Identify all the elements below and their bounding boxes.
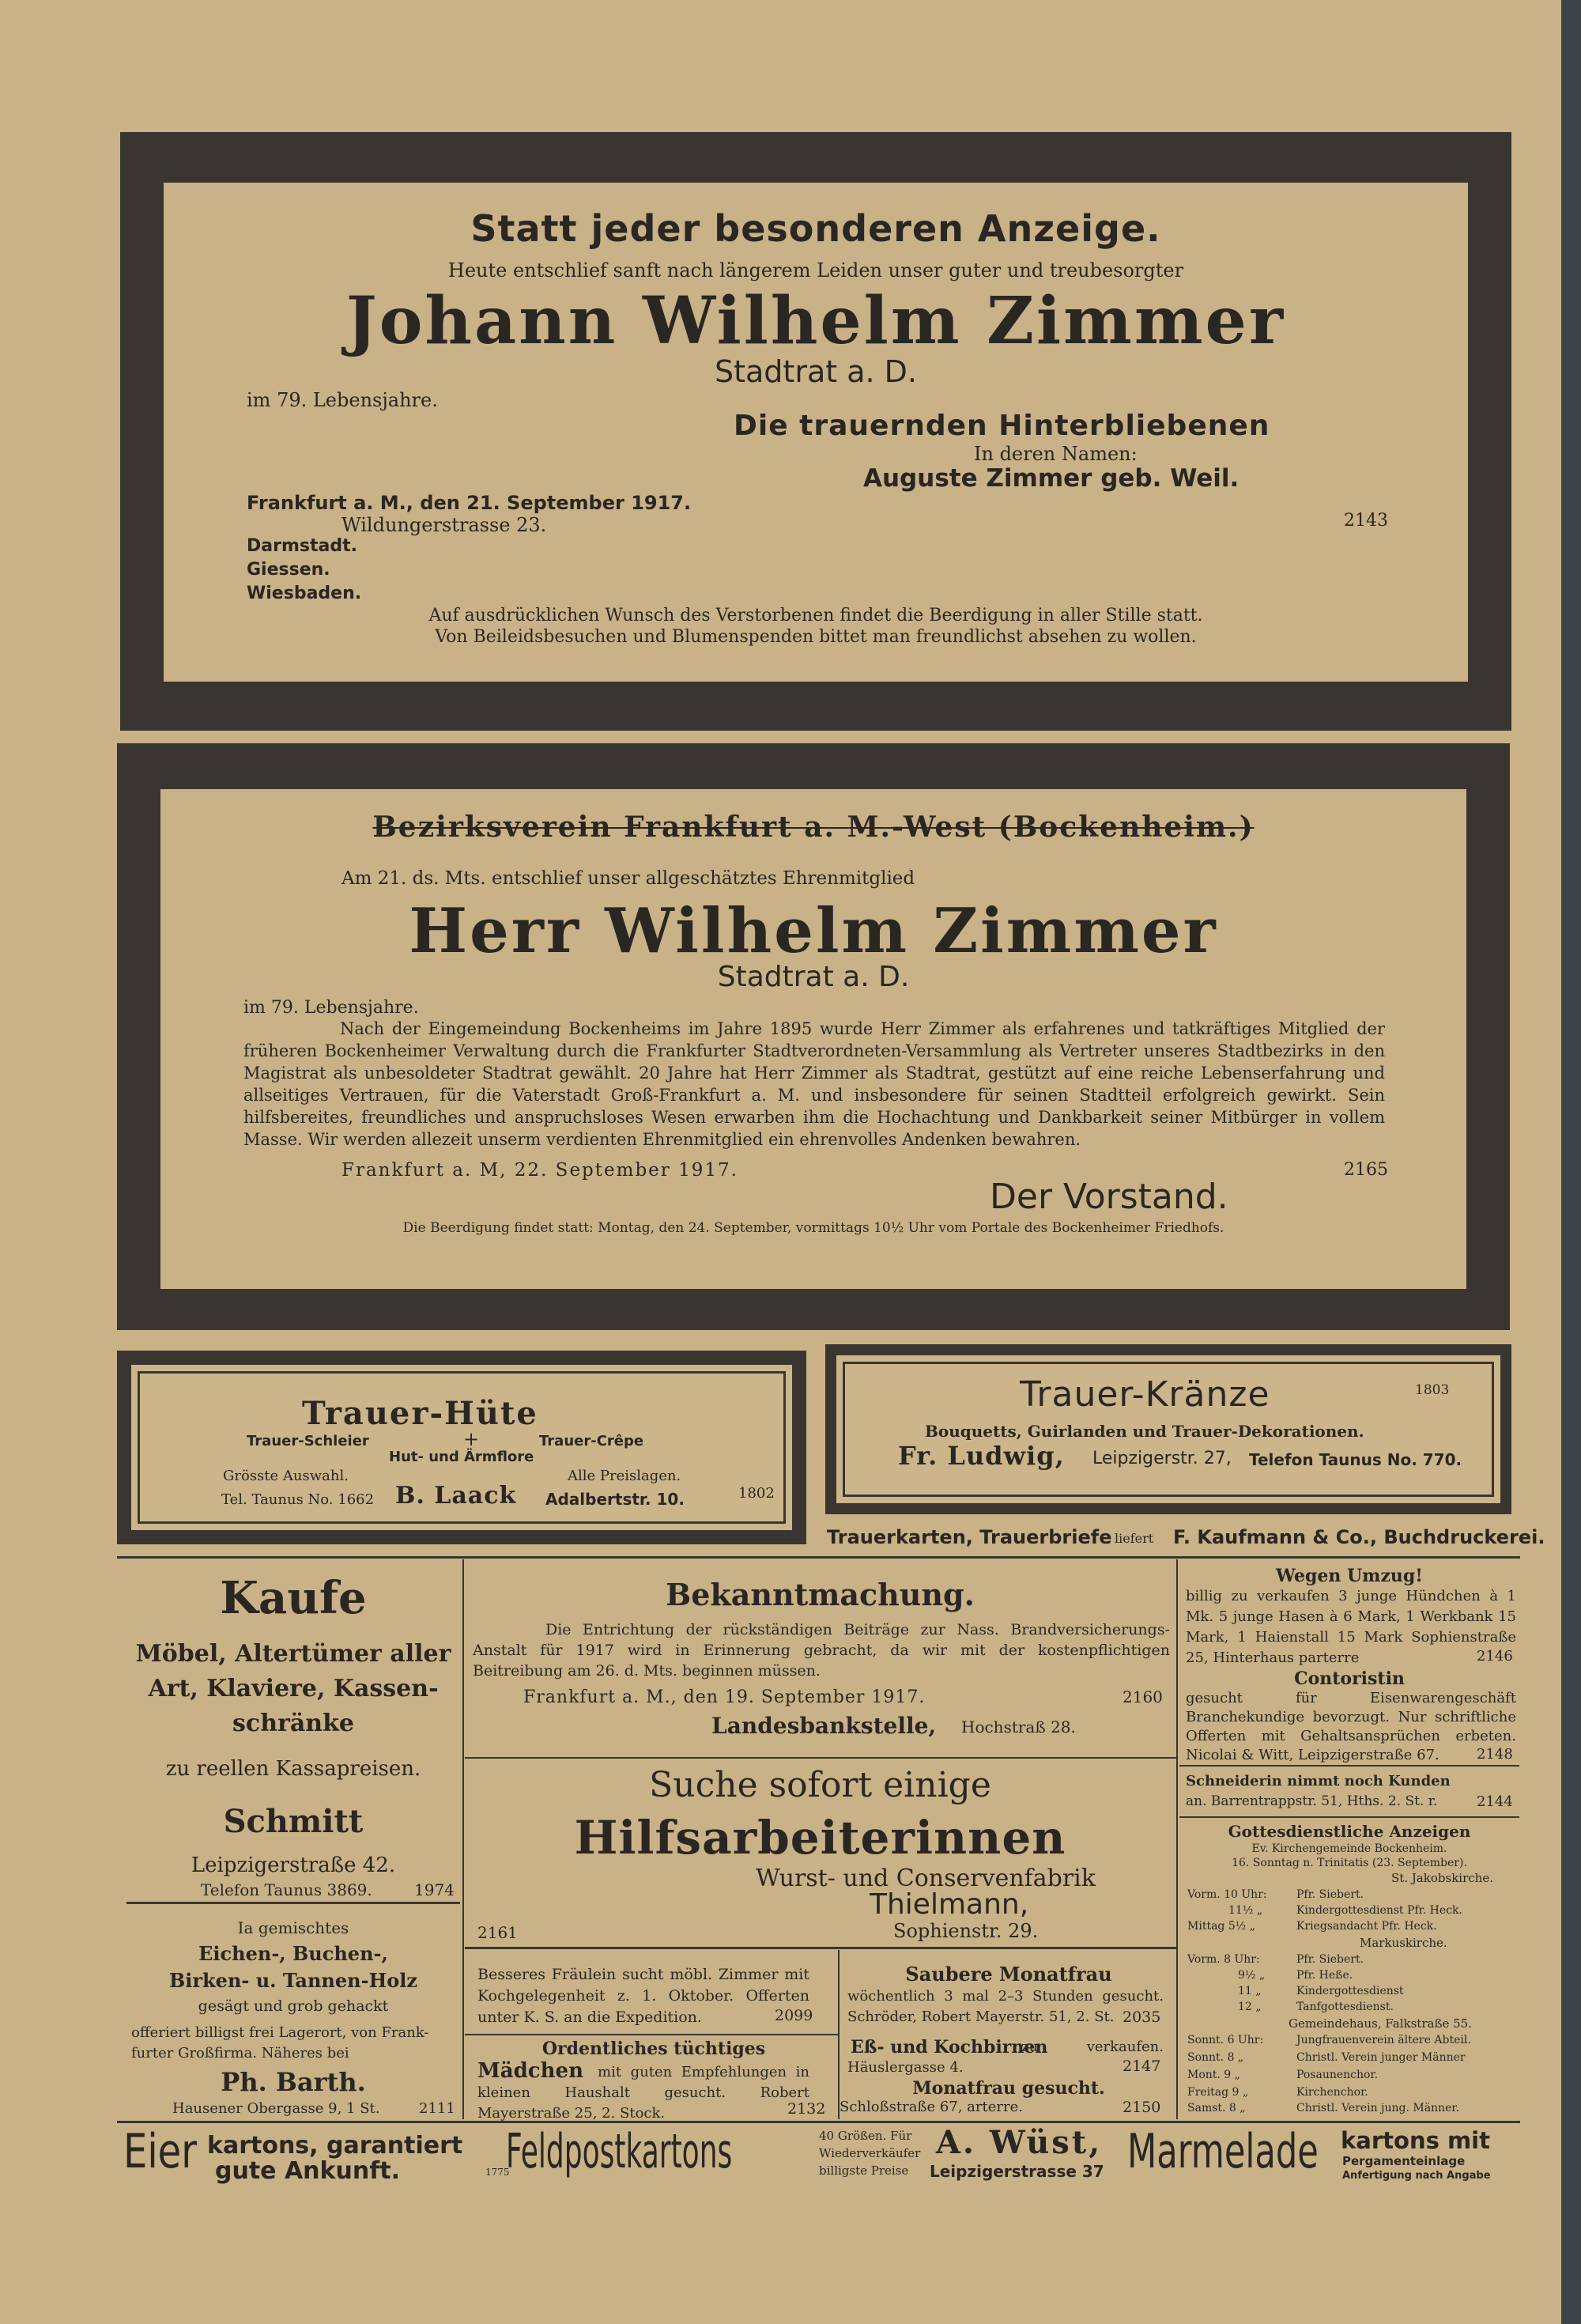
helpers-firm: Thielmann,	[870, 1888, 1029, 1921]
helpers-line: Wurst- und Conservenfabrik	[756, 1865, 1096, 1892]
hats-prices: Alle Preislagen.	[568, 1468, 681, 1484]
helpers-title: Hilfsarbeiterinnen	[574, 1811, 1066, 1865]
wood-number: 2111	[419, 2100, 455, 2117]
kaufe-line: zu reellen Kassapreisen.	[165, 1757, 421, 1781]
church-name: Gemeindehaus, Falkstraße 55.	[1289, 2016, 1472, 2031]
service-text: Tanfgottesdienst.	[1296, 2001, 1394, 2013]
banner-feld-line: billigste Preise	[819, 2163, 909, 2178]
tailor-number: 2144	[1477, 1793, 1513, 1810]
divider	[1179, 1765, 1519, 1767]
hats-item: Hut- und Ärmflore	[389, 1449, 534, 1465]
office-text: gesucht für Eisenwarengeschäft Branchekundige bevorzugt. Nur schriftliche Offerten mit Gehaltsansprüchen erbeten. Nicolai & Witt, Leipzigerstraße 67.	[1186, 1690, 1516, 1763]
service-time: Sonnt. 8 „	[1187, 2051, 1244, 2064]
wood-line: furter Großfirma. Näheres bei	[131, 2045, 349, 2061]
move-number: 2146	[1477, 1648, 1513, 1665]
service-text: Pfr. Siebert.	[1296, 1953, 1364, 1966]
service-time: Sonnt. 6 Uhr:	[1187, 2034, 1264, 2046]
wreaths-title: Trauer-Kränze	[1020, 1374, 1270, 1415]
kaufe-firm: Schmitt	[223, 1803, 364, 1840]
small-ad-text: Schloßstraße 67, arterre.	[840, 2099, 1023, 2115]
hats-firm: B. Laack	[395, 1482, 517, 1510]
banner-feld-line: 40 Größen. Für	[819, 2129, 912, 2143]
notice1-footer: Von Beileidsbesuchen und Blumenspenden bittet man freundlichst absehen zu wollen.	[435, 627, 1197, 647]
service-time: Vorm. 10 Uhr:	[1187, 1888, 1267, 1901]
notice1-city: Giessen.	[247, 560, 330, 580]
banner-eier-number: 1775	[485, 2167, 510, 2178]
bekannt-title: Bekanntmachung.	[666, 1577, 975, 1612]
small-ad-number: 2147	[1123, 2058, 1161, 2075]
banner-feld: Feldpostkartons	[506, 2124, 733, 2179]
notice1-border-left	[120, 132, 164, 731]
notice2-heading: Bezirksverein Frankfurt a. M.-West (Bockenheim.)	[372, 811, 1255, 844]
small-ad-number: 2132	[787, 2100, 826, 2118]
service-text: Jungfrauenverein ältere Abteil.	[1296, 2034, 1471, 2046]
hats-number: 1802	[738, 1485, 775, 1502]
column-rule	[462, 1559, 464, 2119]
small-ad-title: Eß- und Kochbirnen	[851, 2037, 1048, 2058]
wood-line: Ia gemischtes	[237, 1918, 349, 1937]
church-title: Gottesdienstliche Anzeigen	[1228, 1822, 1471, 1841]
wreaths-phone: Telefon Taunus No. 770.	[1249, 1450, 1462, 1469]
service-time: Vorm. 8 Uhr:	[1187, 1953, 1260, 1966]
notice2-border-top	[117, 743, 1510, 789]
helpers-address: Sophienstr. 29.	[893, 1920, 1039, 1942]
notice2-border-right	[1466, 743, 1510, 1330]
notice1-in-name: In deren Namen:	[974, 443, 1138, 465]
church-sub: Ev. Kirchengemeinde Bockenheim.	[1251, 1842, 1447, 1855]
notice2-number: 2165	[1344, 1160, 1388, 1180]
hats-item: Trauer-Crêpe	[539, 1433, 644, 1449]
book-binding	[1561, 0, 1581, 2324]
notice1-footer: Auf ausdrücklichen Wunsch des Verstorbenen findet die Beerdigung in aller Stille statt.	[428, 606, 1203, 625]
cards-firm: F. Kaufmann & Co., Buchdruckerei.	[1173, 1526, 1545, 1548]
notice1-title: Stadtrat a. D.	[715, 354, 917, 389]
kaufe-line: Art, Klaviere, Kassen-	[148, 1675, 439, 1702]
office-number: 2148	[1477, 1746, 1513, 1763]
service-text: Pfr. Siebert.	[1296, 1888, 1364, 1901]
notice1-number: 2143	[1344, 511, 1388, 531]
notice2-name: Herr Wilhelm Zimmer	[409, 895, 1218, 967]
notice1-intro: Heute entschlief sanft nach längerem Leiden unser guter und treubesorgter	[447, 259, 1184, 282]
wood-line: Eichen-, Buchen-,	[198, 1942, 388, 1965]
small-ad-number: 2035	[1123, 2008, 1161, 2026]
small-ad-title: Monatfrau gesucht.	[912, 2078, 1105, 2099]
notice2-border-bottom	[117, 1289, 1510, 1330]
bekannt-body: Die Entrichtung der rückständigen Beiträge zur Nass. Brandversicherungs-Anstalt für 1917 wird in Erinnerung gebracht, da wir mit der kostenpflichtigen Beitreibung am 26. d. Mts. beginnen müssen.	[473, 1621, 1170, 1680]
notice1-border-right	[1468, 132, 1511, 731]
small-ad-title: Ordentliches tüchtiges	[541, 2039, 766, 2059]
notice2-place-date: Frankfurt a. M, 22. September 1917.	[341, 1160, 738, 1181]
church-name: Markuskirche.	[1360, 1936, 1447, 1950]
banner-eier: Eier	[123, 2124, 197, 2179]
service-time: Mont. 9 „	[1187, 2069, 1240, 2081]
small-ad-title: Saubere Monatfrau	[905, 1963, 1112, 1986]
service-text: Kriegsandacht Pfr. Heck.	[1296, 1920, 1437, 1933]
hats-plus: +	[463, 1428, 480, 1450]
small-ad-text: zu verkaufen. Häuslergasse 4.	[847, 2039, 1164, 2076]
banner-marm-line: Anfertigung nach Angabe	[1342, 2170, 1491, 2182]
notice1-mourners: Die trauernden Hinterbliebenen	[734, 410, 1270, 442]
banner-firm-address: Leipzigerstrasse 37	[930, 2162, 1104, 2181]
banner-eier-line: kartons, garantiert	[207, 2132, 463, 2160]
service-text: Christl. Verein junger Männer	[1296, 2051, 1466, 2064]
notice2-age: im 79. Lebensjahre.	[243, 998, 419, 1018]
notice2-signer: Der Vorstand.	[990, 1177, 1228, 1217]
kaufe-address: Leipzigerstraße 42.	[191, 1854, 396, 1877]
notice2-title: Stadtrat a. D.	[717, 961, 910, 993]
notice1-place-date: Frankfurt a. M., den 21. September 1917.	[247, 492, 692, 514]
wreaths-address: Leipzigerstr. 27,	[1092, 1449, 1232, 1468]
service-time: 12 „	[1238, 2001, 1262, 2013]
notice1-heading: Statt jeder besonderen Anzeige.	[470, 207, 1161, 250]
divider	[465, 2034, 838, 2035]
service-time: Samst. 8 „	[1187, 2102, 1246, 2114]
service-time: Freitag 9 „	[1187, 2086, 1249, 2099]
notice2-body: Nach der Eingemeindung Bockenheims im Jahre 1895 wurde Herr Zimmer als erfahrenes und tatkräftiges Mitglied der früheren Bockenheimer Verwaltung durch die Frankfurter Stadtverordneten-Versammlung als Vertreter unseres Stadtbezirks in den Magistrat als unbesoldeter Stadtrat gewählt. 20 Jahre hat Herr Zimmer als Stadtrat, gestützt auf eine reiche Lebenserfahrung und allseitiges Vertrauen, für die Vaterstadt Groß-Frankfurt a. M. und insbesondere für seinen Stadtteil erfolgreich gewirkt. Sein hilfsbereites, freundliches und anspruchsloses Wesen erwarben ihm die Hochachtung und Dankbarkeit seiner Mitbürger in vollem Masse. Wir werden allezeit unserm verdienten Ehrenmitglied ein ehrenvolles Andenken bewahren.	[243, 1019, 1385, 1149]
divider	[117, 1556, 1520, 1559]
service-text: Pfr. Heße.	[1296, 1969, 1353, 1982]
column-rule	[1176, 1559, 1178, 2119]
notice2-intro: Am 21. ds. Mts. entschlief unser allgeschätztes Ehrenmitglied	[341, 868, 915, 889]
notice2-funeral: Die Beerdigung findet statt: Montag, den 24. September, vormittags 10½ Uhr vom Portale des Bockenheimer Friedhofs.	[402, 1220, 1224, 1236]
bekannt-place-date: Frankfurt a. M., den 19. September 1917.	[523, 1687, 926, 1707]
wood-line: Birken- u. Tannen-Holz	[169, 1969, 417, 1992]
bekannt-signer: Landesbankstelle,	[711, 1713, 937, 1739]
hats-selection: Grösste Auswahl.	[223, 1468, 349, 1484]
bekannt-address: Hochstraß 28.	[961, 1717, 1076, 1736]
small-ad-number: 2099	[775, 2007, 813, 2024]
church-date: 16. Sonntag n. Trinitatis (23. September).	[1232, 1857, 1467, 1869]
kaufe-line: Möbel, Altertümer aller	[135, 1640, 451, 1668]
notice1-address: Wildungerstrasse 23.	[341, 514, 547, 536]
kaufe-line: schränke	[232, 1710, 354, 1737]
notice1-name: Johann Wilhelm Zimmer	[345, 283, 1286, 359]
move-text: billig zu verkaufen 3 junge Hündchen à 1 Mk. 5 junge Hasen à 6 Mark, 1 Werkbank 15 Mark, 1 Haienstall 15 Mark Sophienstraße 25, Hinterhaus parterre	[1186, 1588, 1516, 1666]
small-ad-text: Besseres Fräulein sucht möbl. Zimmer mit Kochgelegenheit z. 1. Oktober. Offerten unter K. S. an die Expedition.	[477, 1966, 809, 2026]
wood-line: offeriert billigst frei Lagerort, von Frank-	[131, 2024, 429, 2041]
small-ad-text: mit guten Empfehlungen in kleinen Haushalt gesucht. Robert Mayerstraße 25, 2. Stock.	[477, 2064, 809, 2122]
church-name: St. Jakobskirche.	[1391, 1871, 1493, 1885]
divider	[117, 2121, 1520, 2123]
service-time: 9½ „	[1238, 1969, 1266, 1982]
divider	[465, 1947, 1176, 1949]
service-time: 11½ „	[1228, 1904, 1263, 1917]
divider	[1179, 1816, 1519, 1818]
service-text: Posaunenchor.	[1296, 2069, 1379, 2081]
wood-line: gesägt und grob gehackt	[198, 1997, 389, 2015]
divider	[126, 1902, 460, 1904]
hats-address: Adalbertstr. 10.	[545, 1490, 685, 1509]
service-time: 11 „	[1238, 1985, 1262, 1997]
cards-supplies: liefert	[1115, 1531, 1154, 1546]
notice1-border-bottom	[120, 682, 1511, 731]
wreaths-firm: Fr. Ludwig,	[898, 1441, 1065, 1471]
kaufe-title: Kaufe	[220, 1572, 367, 1624]
helpers-line: Suche sofort einige	[649, 1765, 991, 1805]
notice1-age: im 79. Lebensjahre.	[247, 389, 438, 411]
small-ad-title: Mädchen	[477, 2059, 583, 2083]
tailor-title: Schneiderin nimmt noch Kunden	[1186, 1773, 1451, 1789]
tailor-text: an. Barrentrappstr. 51, Hths. 2. St. r.	[1186, 1793, 1438, 1809]
service-text: Kirchenchor.	[1296, 2086, 1368, 2099]
banner-feld-line: Wiederverkäufer	[819, 2146, 921, 2160]
service-text: Kindergottesdienst	[1296, 1985, 1404, 1997]
office-title: Contoristin	[1294, 1668, 1405, 1689]
service-text: Kindergottesdienst Pfr. Heck.	[1296, 1904, 1462, 1917]
kaufe-number: 1974	[414, 1880, 455, 1899]
wood-address: Hausener Obergasse 9, 1 St.	[172, 2100, 380, 2117]
banner-marm-line: kartons mit	[1341, 2127, 1490, 2154]
wood-firm: Ph. Barth.	[221, 2067, 366, 2097]
banner-marm-line: Pergamenteinlage	[1342, 2154, 1466, 2168]
banner-marmelade: Marmelade	[1127, 2124, 1319, 2179]
move-title: Wegen Umzug!	[1276, 1566, 1423, 1586]
helpers-number: 2161	[477, 1923, 518, 1942]
cards-text: Trauerkarten, Trauerbriefe	[827, 1526, 1112, 1548]
hats-title: Trauer-Hüte	[302, 1395, 538, 1432]
banner-firm: A. Wüst,	[936, 2124, 1103, 2161]
notice1-border-top	[120, 132, 1511, 183]
banner-eier-line: gute Ankunft.	[215, 2157, 400, 2185]
wreaths-number: 1803	[1415, 1382, 1450, 1398]
service-text: Christl. Verein jung. Männer.	[1296, 2102, 1459, 2114]
wreaths-items: Bouquetts, Guirlanden und Trauer-Dekorationen.	[925, 1422, 1364, 1441]
notice2-border-left	[117, 743, 160, 1330]
column-rule	[838, 1950, 840, 2119]
notice1-city: Wiesbaden.	[247, 584, 362, 603]
divider	[465, 1757, 1176, 1759]
small-ad-number: 2150	[1123, 2099, 1161, 2116]
notice1-city: Darmstadt.	[247, 536, 357, 556]
notice1-signer: Auguste Zimmer geb. Weil.	[863, 464, 1240, 493]
kaufe-phone: Telefon Taunus 3869.	[201, 1880, 372, 1899]
service-time: Mittag 5½ „	[1187, 1920, 1256, 1933]
bekannt-number: 2160	[1123, 1687, 1163, 1706]
small-ad-text: wöchentlich 3 mal 2–3 Stunden gesucht. Schröder, Robert Mayerstr. 51, 2. St.	[847, 1988, 1164, 2025]
hats-phone: Tel. Taunus No. 1662	[221, 1491, 375, 1508]
hats-item: Trauer-Schleier	[247, 1433, 369, 1449]
